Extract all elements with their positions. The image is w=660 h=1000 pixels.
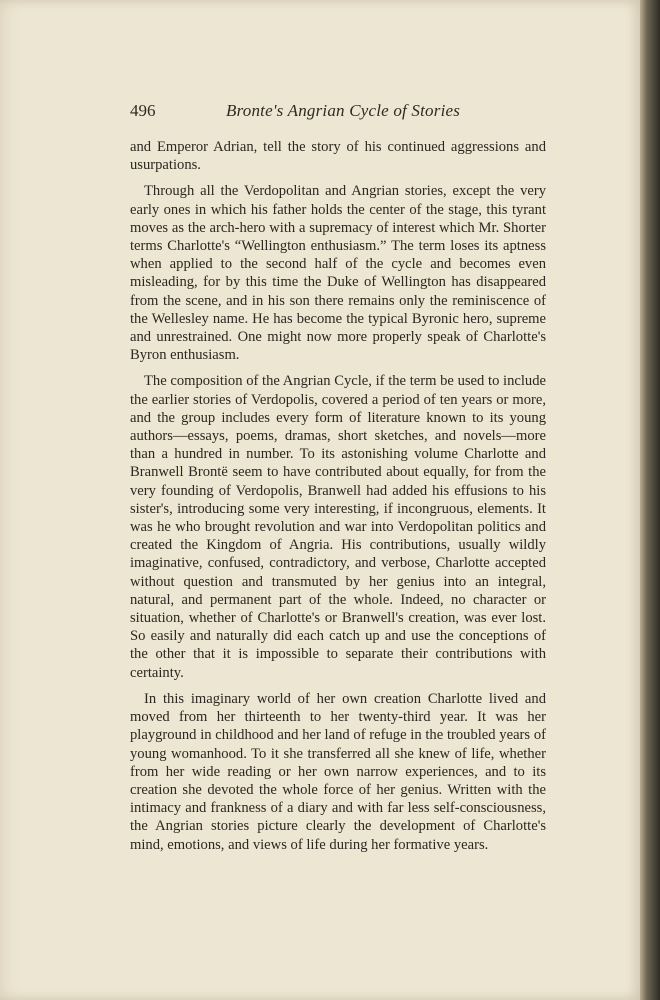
book-gutter	[640, 0, 660, 1000]
page-number: 496	[130, 101, 156, 120]
paragraph-2: Through all the Verdopolitan and Angrian stories, except the very early ones in which his father holds the center of the stage, this tyrant moves as the arch-hero with a supremacy of interest which Mr. Shorter terms Charlotte's “Wellington enthusiasm.” The term loses its aptness when applied to the second half of the cycle and becomes even misleading, for by this time the Duke of Wellington has disappeared from the scene, and in his son there remains only the reminiscence of the Wellesley name. He has become the typical Byronic hero, supreme and unrestrained. One might now more properly speak of Charlotte's Byron enthusiasm.	[130, 183, 546, 364]
running-title: Bronte's Angrian Cycle of Stories	[226, 101, 461, 120]
paragraph-1: and Emperor Adrian, tell the story of his continued aggressions and usurpations.	[130, 139, 546, 174]
body-text	[130, 138, 546, 854]
paragraph-3: The composition of the Angrian Cycle, if the term be used to include the earlier stories of Verdopolis, covered a period of ten years or more, and the group includes every form of literature known to its young authors—essays, poems, dramas, short sketches, and novels—more than a hundred in number. To its astonishing volume Charlotte and Branwell Brontë seem to have contributed about equally, for from the very founding of Verdopolis, Branwell had added his effusions to his sister's, introducing some very interesting, if incongruous, elements. It was he who brought revolution and war into Verdopolitan politics and created the Kingdom of Angria. His contributions, usually wildly imaginative, confused, contradictory, and verbose, Charlotte accepted without question and transmuted by her genius into an integral, natural, and permanent part of the whole. Indeed, no character or situation, whether of Charlotte's or Branwell's creation, was ever lost. So easily and naturally did each catch up and use the conceptions of the other that it is impossible to separate their contributions with certainty.	[130, 373, 546, 681]
page-header	[130, 101, 546, 125]
paragraph-4: In this imaginary world of her own creation Charlotte lived and moved from her thirteenth to her twenty-third year. It was her playground in childhood and her land of refuge in the troubled years of young womanhood. To it she transferred all she knew of life, whether from her wide reading or her own narrow experiences, and to its creation she devoted the whole force of her genius. Written with the intimacy and frankness of a diary and with far less self-consciousness, the Angrian stories picture clearly the development of Charlotte's mind, emotions, and views of life during her formative years.	[130, 690, 546, 853]
